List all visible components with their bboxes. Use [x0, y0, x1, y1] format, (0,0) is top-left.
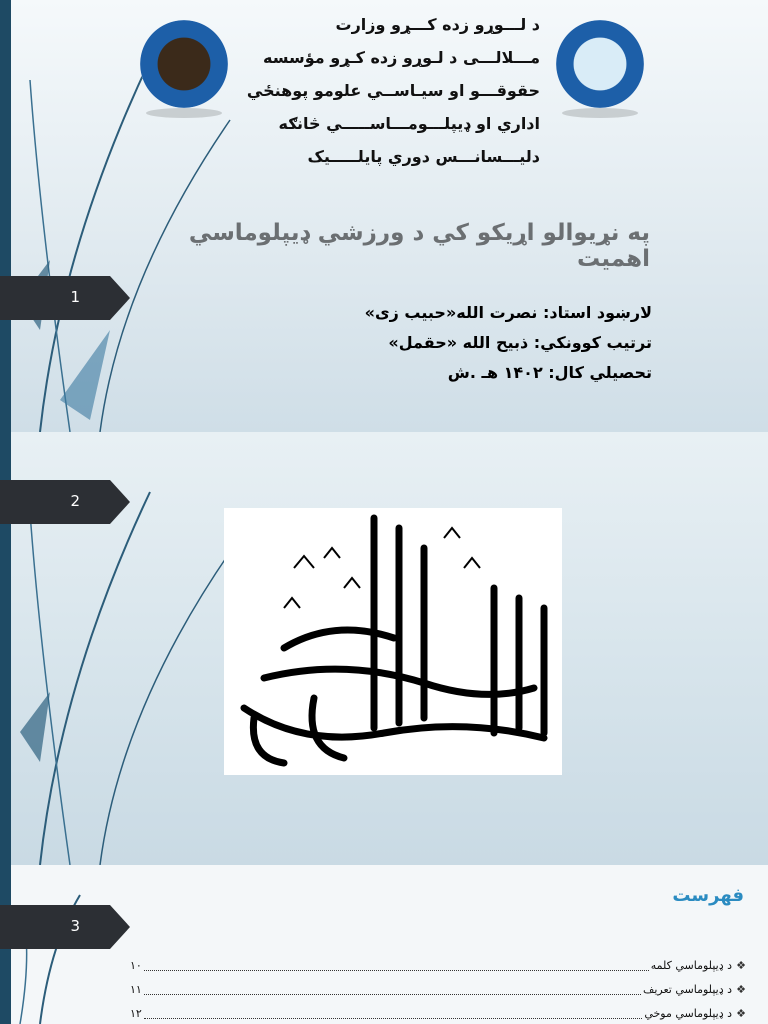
toc-item[interactable] [130, 1001, 750, 1024]
institution-header [240, 8, 540, 173]
slide-1 [0, 0, 768, 432]
header-line: اداري او ډيپلـــومـــاســـــي څانګه [278, 114, 540, 133]
toc-item-page: ۱۲ [130, 1006, 142, 1020]
header-line: حقوقـــو او سیـاســي علومو پوهنځي [246, 81, 540, 100]
toc-leader-dots [144, 984, 641, 995]
slide-3 [0, 865, 768, 1024]
table-of-contents [130, 953, 750, 1024]
faculty-seal-icon [140, 20, 228, 108]
slide-number: 3 [70, 917, 80, 935]
thesis-info [300, 298, 652, 388]
toc-title: فهرست [672, 885, 744, 906]
toc-item[interactable] [130, 977, 750, 1001]
supervisor-line: لارښود استاد: نصرت الله«حبيب زی» [364, 303, 652, 322]
slide-number-tab [0, 276, 110, 320]
slide-left-bar [0, 0, 11, 432]
diamond-bullet-icon: ❖ [736, 1006, 746, 1020]
toc-item-page: ۱۱ [130, 982, 142, 996]
toc-item-label: د ډيپلوماسي تعريف [642, 982, 732, 996]
toc-item-page: ۱۰ [130, 958, 142, 972]
slide-number: 1 [70, 288, 80, 306]
slide-number-tab [0, 480, 110, 524]
toc-item-label: د ډيپلوماسي موخي [644, 1006, 732, 1020]
header-line: دلیـــسانـــس دوري پايلـــــيک [307, 147, 540, 166]
toc-leader-dots [144, 960, 649, 971]
author-line: ترتيب کوونکي: ذبيح الله «حقمل» [388, 333, 652, 352]
diamond-bullet-icon: ❖ [736, 982, 746, 996]
diamond-bullet-icon: ❖ [736, 958, 746, 972]
header-line: د لـــوړو زده کـــړو وزارت [335, 15, 540, 34]
toc-item[interactable] [130, 953, 750, 977]
academic-year-line: تحصيلي کال: ۱۴۰۲ هـ .ش [447, 363, 652, 382]
slide-number: 2 [70, 492, 80, 510]
university-seal-icon [556, 20, 644, 108]
toc-leader-dots [144, 1008, 643, 1019]
slide-number-tab [0, 905, 110, 949]
thesis-title: په نړیوالو اړیکو کي د ورزشي ډيپلوماسي اهميت [188, 220, 650, 272]
bismillah-calligraphy-image [224, 508, 562, 775]
toc-item-label: د ډيپلوماسي کلمه [650, 958, 732, 972]
header-line: مـــلالـــی د لـوړو زده کـړو مؤسسه [263, 48, 540, 67]
slide-2 [0, 432, 768, 865]
